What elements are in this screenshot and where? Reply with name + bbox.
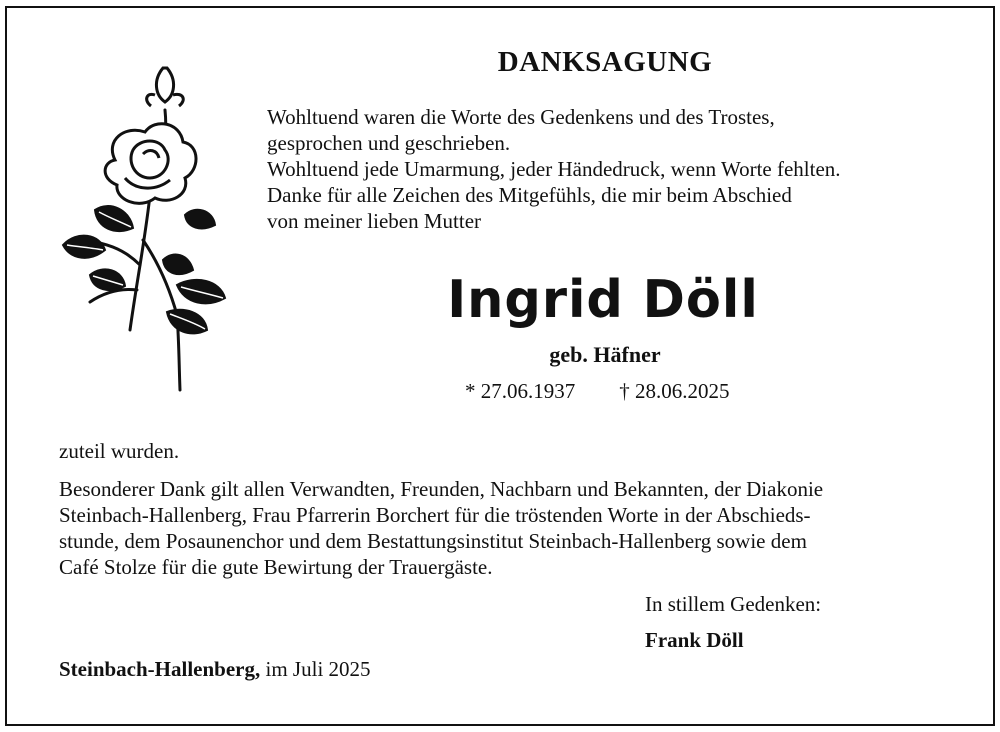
place-date (59, 657, 371, 682)
thanks-line: Steinbach-Hallenberg, Frau Pfarrerin Borchert für die tröstenden Worte in der Abschieds- (59, 503, 811, 527)
thanks-line: Café Stolze für die gute Bewirtung der Trauergäste. (59, 555, 493, 579)
verse-line: gesprochen und geschrieben. (267, 131, 511, 155)
thanks-line: Besonderer Dank gilt allen Verwandten, Freunden, Nachbarn und Bekannten, der Diakonie (59, 477, 824, 501)
deceased-name: Ingrid Döll (447, 270, 759, 330)
verse-line: Wohltuend jede Umarmung, jeder Händedruck, wenn Worte fehlten. (267, 157, 841, 181)
life-dates (465, 379, 730, 404)
verse-block (267, 104, 841, 234)
verse-line: von meiner lieben Mutter (267, 209, 482, 233)
continuation-line: zuteil wurden. (59, 439, 180, 463)
maiden-name: geb. Häfner (549, 342, 661, 367)
date-text: im Juli 2025 (265, 657, 371, 681)
thanks-line: stunde, dem Posaunenchor und dem Bestattungsinstitut Steinbach-Hallenberg sowie dem (59, 529, 807, 553)
signer-name: Frank Döll (645, 628, 744, 652)
rose-illustration (55, 50, 245, 400)
verse-line: Wohltuend waren die Worte des Gedenkens und des Trostes, (267, 105, 775, 129)
birth-date: * 27.06.1937 (465, 379, 576, 403)
thanks-text (59, 438, 949, 580)
verse-line: Danke für alle Zeichen des Mitgefühls, die mir beim Abschied (267, 183, 792, 207)
thanks-paragraph (59, 476, 949, 580)
death-date: † 28.06.2025 (619, 379, 730, 403)
page-title: DANKSAGUNG (497, 46, 713, 78)
place-name: Steinbach-Hallenberg, (59, 657, 261, 681)
closing-phrase: In stillem Gedenken: (645, 592, 822, 616)
